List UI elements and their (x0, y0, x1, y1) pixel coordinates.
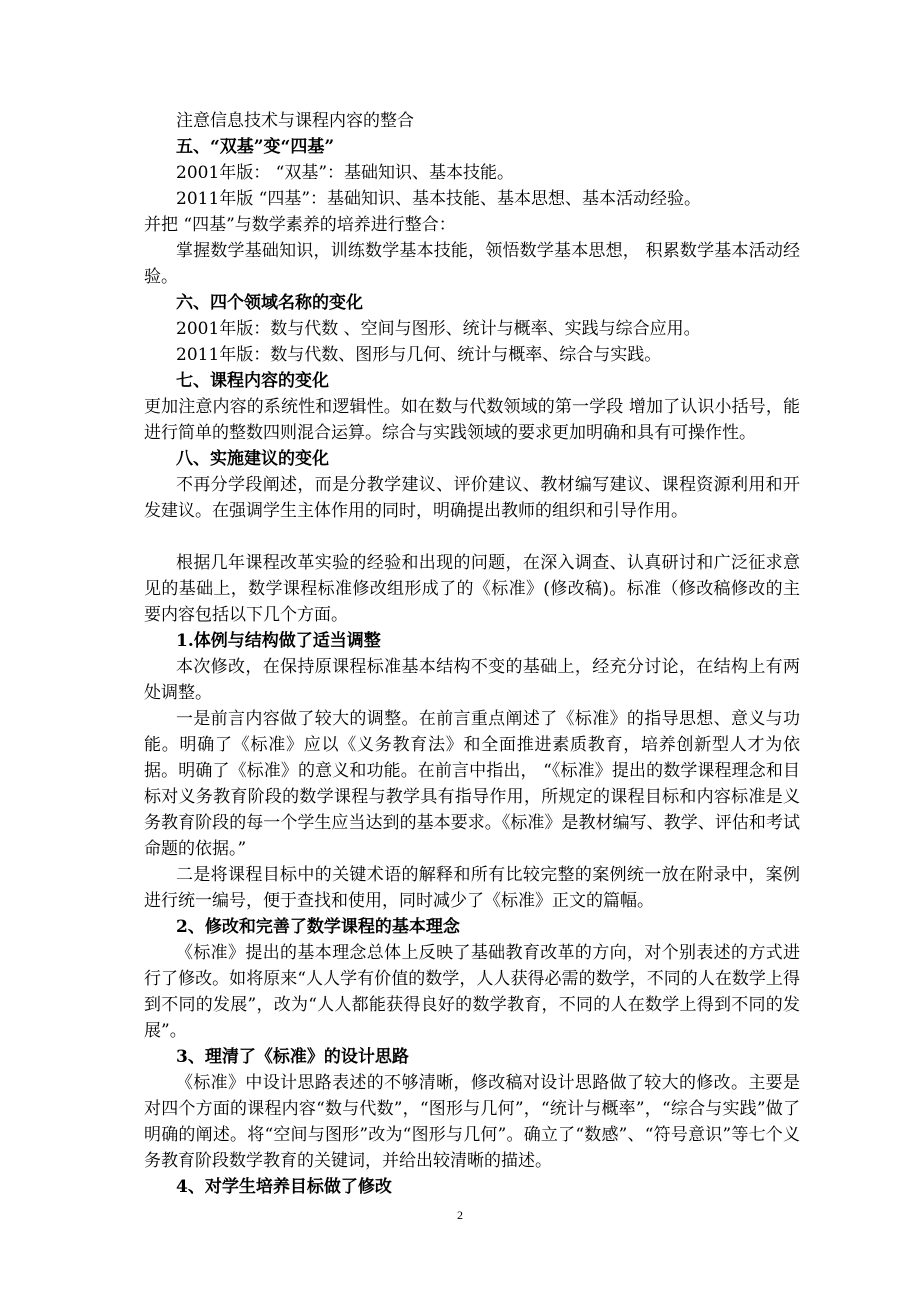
paragraph-2001-shuangji: 2001年版： “双基”：基础知识、基本技能。 (176, 163, 515, 183)
paragraph-revision-intro: 根据几年课程改革实验的经验和出现的问题，在深入调查、认真研讨和广泛征求意见的基础上，数学课程标准修改组形成了的《标准》(修改稿)。标准（修改稿修改的主要内容包括以下几个方面。 (144, 553, 800, 625)
paragraph-appendix: 二是将课程目标中的关键术语的解释和所有比较完整的案例统一放在附录中，案例进行统一编号，便于查找和使用，同时减少了《标准》正文的篇幅。 (144, 865, 800, 911)
heading-point-3: 3、理清了《标准》的设计思路 (176, 1047, 409, 1067)
heading-point-1: 1.体例与结构做了适当调整 (176, 631, 381, 651)
heading-section-7: 七、课程内容的变化 (176, 371, 329, 391)
paragraph-content-change: 更加注意内容的系统性和逻辑性。如在数与代数领域的第一学段 增加了认识小括号，能进行简单的整数四则混合运算。综合与实践领域的要求更加明确和具有可操作性。 (144, 397, 800, 443)
paragraph-2011-siji: 2011年版 “四基”：基础知识、基本技能、基本思想、基本活动经验。 (176, 189, 702, 209)
paragraph-design-ideas: 《标准》中设计思路表述的不够清晰，修改稿对设计思路做了较大的修改。主要是对四个方面的课程内容“数与代数”，“图形与几何”，“统计与概率”，“综合与实践”做了明确的阐述。将“空间与图形”改为“图形与几何”。确立了“数感”、“符号意识”等七个义务教育阶段数学教育的关键词，并给出较清晰的描述。 (144, 1073, 800, 1171)
heading-section-6: 六、四个领域名称的变化 (176, 293, 363, 313)
paragraph-2001-domains: 2001年版：数与代数 、空间与图形、统计与概率、实践与综合应用。 (176, 319, 701, 339)
heading-section-5: 五、“双基”变“四基” (176, 137, 335, 157)
paragraph-master-basics: 掌握数学基础知识，训练数学基本技能，领悟数学基本思想， 积累数学基本活动经验。 (144, 241, 800, 287)
paragraph-implementation: 不再分学段阐述，而是分教学建议、评价建议、教材编写建议、课程资源利用和开发建议。在强调学生主体作用的同时，明确提出教师的组织和引导作用。 (144, 475, 800, 521)
heading-point-2: 2、修改和完善了数学课程的基本理念 (176, 917, 460, 937)
paragraph-info-tech: 注意信息技术与课程内容的整合 (176, 111, 414, 131)
paragraph-basic-ideas: 《标准》提出的基本理念总体上反映了基础教育改革的方向，对个别表述的方式进行了修改。如将原来“人人学有价值的数学，人人获得必需的数学，不同的人在数学上得到不同的发展”，改为“人人都能获得良好的数学教育，不同的人在数学上得到不同的发展”。 (144, 943, 800, 1041)
paragraph-preface-adjust: 一是前言内容做了较大的调整。在前言重点阐述了《标准》的指导思想、意义与功能。明确了《标准》应以《义务教育法》和全面推进素质教育，培养创新型人才为依据。明确了《标准》的意义和功能。在前言中指出， “《标准》提出的数学课程理念和目标对义务教育阶段的数学课程与教学具有指导作用，所规定的课程目标和内容标准是义务教育阶段的每一个学生应当达到的基本要求。《标准》是教材编写、教学、评估和考试命题的依据。” (144, 709, 800, 859)
page-number: 2 (457, 1208, 463, 1222)
heading-section-8: 八、实施建议的变化 (176, 449, 329, 469)
paragraph-integration: 并把 “四基”与数学素养的培养进行整合： (144, 215, 456, 235)
document-body (144, 108, 800, 1200)
paragraph-2011-domains: 2011年版：数与代数、图形与几何、统计与概率、综合与实践。 (176, 345, 662, 365)
heading-point-4: 4、对学生培养目标做了修改 (176, 1177, 392, 1197)
paragraph-structure-adjust: 本次修改，在保持原课程标准基本结构不变的基础上，经充分讨论，在结构上有两处调整。 (144, 657, 800, 703)
